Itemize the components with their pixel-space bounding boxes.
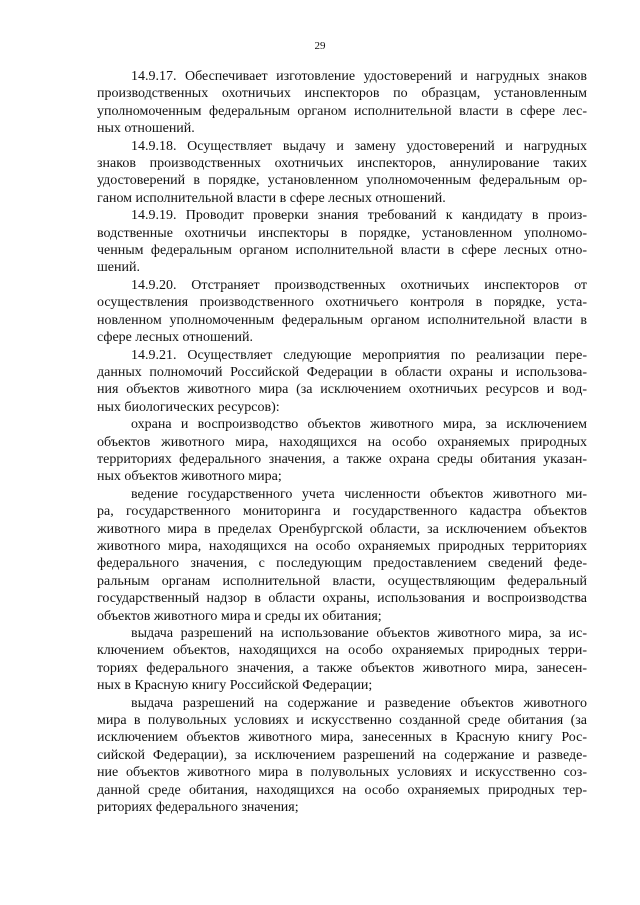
paragraph (97, 207, 587, 277)
text-line: осуществления производственного охотничьего контроля в порядке, уста- (97, 295, 587, 311)
text-line: данных полномочий Российской Федерации в области охраны и использова- (97, 364, 587, 380)
text-line: ториях федерального значения, а также объектов животного мира, занесен- (97, 660, 587, 676)
text-line: новленном уполномоченным федеральным органом исполнительной власти в (97, 312, 587, 328)
text-line: ченным федеральным органом исполнительной власти в сфере лесных отно- (97, 243, 587, 259)
text-line: животного мира в пределах Оренбургской области, за исключением объектов (97, 521, 587, 537)
text-line: исключением объектов животного мира, занесенных в Красную книгу Рос- (97, 730, 587, 746)
text-line: ральным органам исполнительной власти, осуществляющим федеральный (97, 573, 587, 589)
text-line: 14.9.20. Отстраняет производственных охотничьих инспекторов от (131, 277, 587, 293)
text-line: территориях федерального значения, а также охрана среды обитания указан- (97, 451, 587, 467)
text-line: 14.9.17. Обеспечивает изготовление удостоверений и нагрудных знаков (131, 69, 587, 84)
text-line: выдача разрешений на содержание и разведение объектов животного (131, 695, 587, 711)
text-line: мира в полувольных условиях и искусственно созданной среде обитания (за (97, 713, 587, 729)
text-line: ние объектов животного мира в полувольных условиях и искусственно соз- (97, 765, 587, 781)
text-line: ведение государственного учета численности объектов животного ми- (131, 486, 587, 502)
paragraph (97, 625, 587, 695)
text-line: ных в Красную книгу Российской Федерации; (97, 678, 373, 694)
text-line: производственных охотничьих инспекторов по образцам, установленным (97, 86, 587, 102)
paragraph (97, 695, 587, 817)
text-line: риториях федерального значения; (97, 800, 299, 816)
paragraph (97, 347, 587, 417)
text-line: ных отношений. (97, 121, 195, 137)
text-line: ключением объектов, находящихся на особо охраняемых природных терри- (97, 643, 587, 659)
paragraph (97, 68, 587, 138)
text-line: животного мира, находящихся на особо охраняемых природных территориях (97, 538, 587, 554)
text-line: сфере лесных отношений. (97, 330, 253, 346)
text-line: сийской Федерации), за исключением разрешений на содержание и разведе- (97, 747, 587, 763)
text-line: охрана и воспроизводство объектов животного мира, за исключением (131, 417, 587, 433)
text-line: ганом исполнительной власти в сфере лесных отношений. (97, 190, 446, 206)
text-line: ных биологических ресурсов): (97, 399, 280, 415)
text-line: ра, государственного мониторинга и государственного кадастра объектов (97, 504, 587, 520)
document-body (97, 68, 587, 816)
text-line: объектов животного мира, находящихся на особо охраняемых природных (97, 434, 587, 450)
text-line: 14.9.19. Проводит проверки знания требований к кандидату в произ- (131, 208, 587, 224)
text-line: ния объектов животного мира (за исключением охотничьих ресурсов и вод- (97, 382, 587, 398)
paragraph (97, 416, 587, 486)
paragraph (97, 277, 587, 347)
paragraph (97, 138, 587, 208)
text-line: знаков производственных охотничьих инспекторов, аннулирование таких (97, 156, 587, 172)
text-line: федерального значения, с последующим предоставлением сведений феде- (97, 556, 587, 572)
text-line: уполномоченным федеральным органом исполнительной власти в сфере лес- (97, 103, 587, 119)
text-line: 14.9.21. Осуществляет следующие мероприятия по реализации пере- (131, 347, 587, 363)
paragraph (97, 486, 587, 625)
text-line: государственный надзор в области охраны, использования и воспроизводства (97, 591, 587, 607)
page-number: 29 (314, 40, 326, 52)
text-line: водственные охотничьи инспекторы в порядке, установленном уполномо- (97, 225, 587, 241)
text-line: выдача разрешений на использование объектов животного мира, за ис- (131, 626, 587, 641)
text-line: данной среде обитания, находящихся на особо охраняемых природных тер- (97, 782, 587, 798)
text-line: объектов животного мира и среды их обитания; (97, 608, 382, 624)
text-line: ных объектов животного мира; (97, 469, 282, 485)
text-line: удостоверений в порядке, установленном уполномоченным федеральным ор- (97, 173, 587, 189)
text-line: шений. (97, 260, 140, 276)
text-line: 14.9.18. Осуществляет выдачу и замену удостоверений и нагрудных (131, 138, 587, 154)
